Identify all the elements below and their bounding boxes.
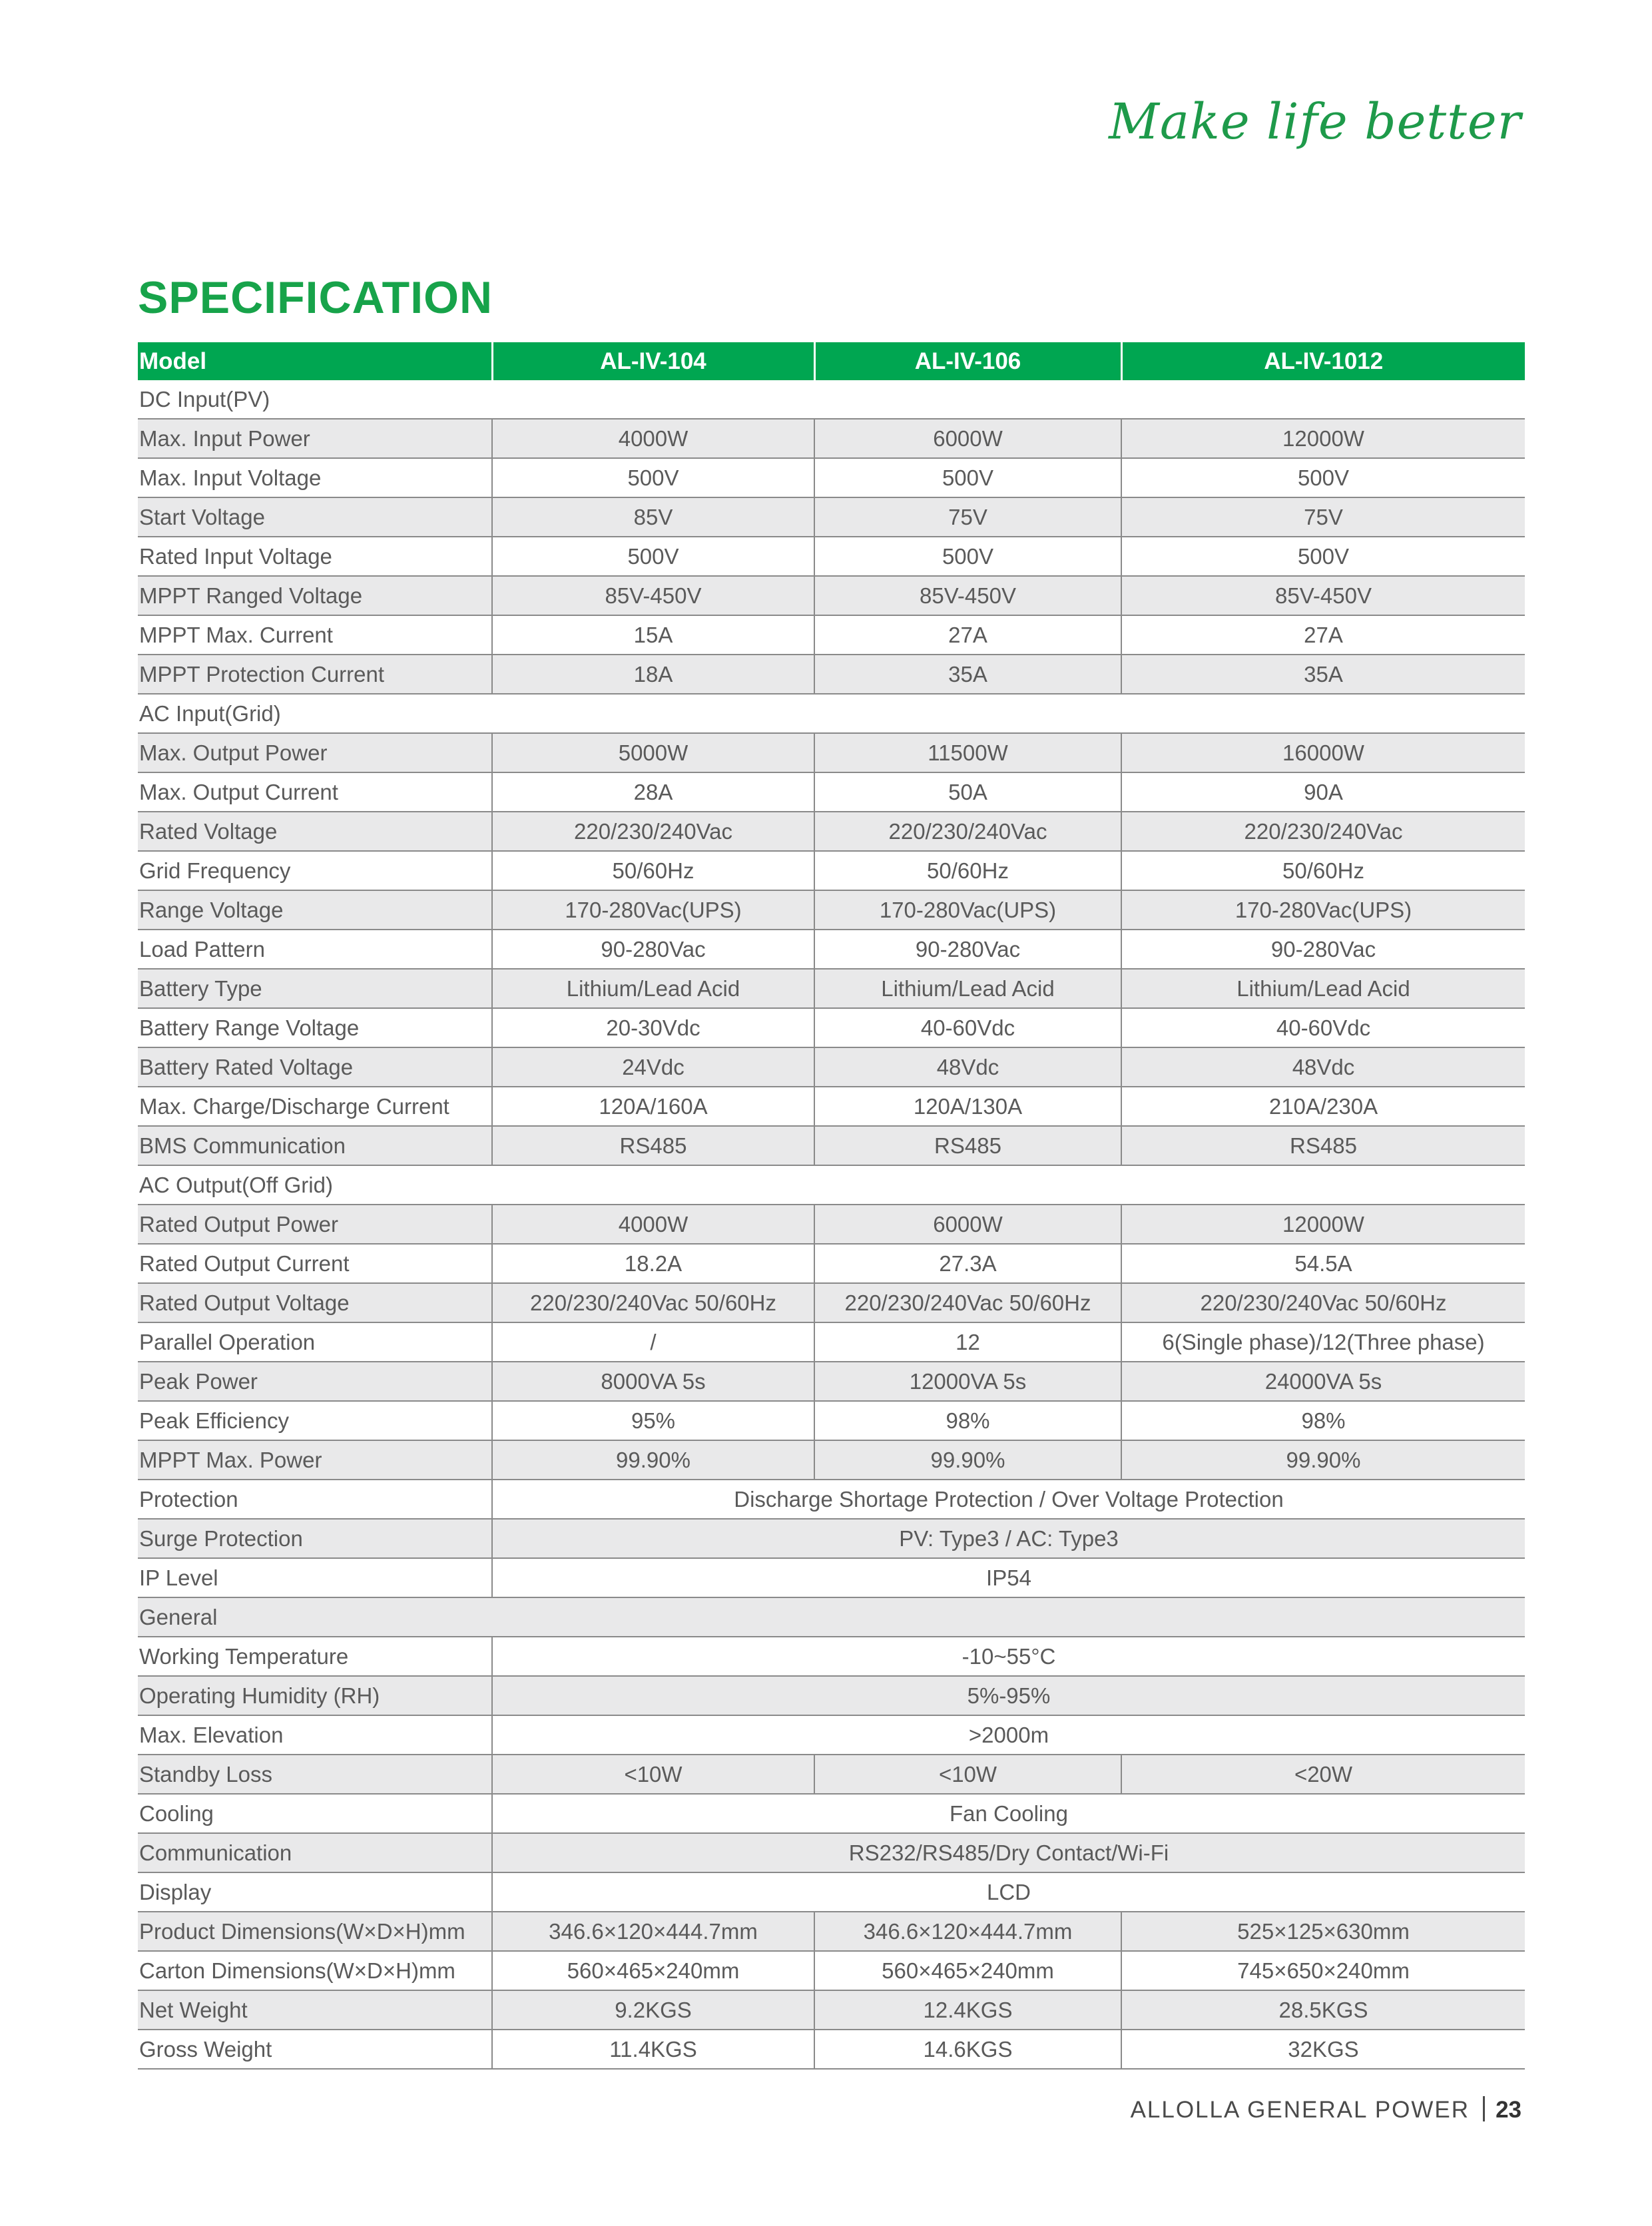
row-label: Rated Input Voltage bbox=[138, 537, 492, 576]
table-row bbox=[138, 1794, 1525, 1833]
row-label: Standby Loss bbox=[138, 1755, 492, 1794]
value-cell: 525×125×630mm bbox=[1121, 1912, 1525, 1951]
row-label: Range Voltage bbox=[138, 890, 492, 930]
merged-value-cell: Discharge Shortage Protection / Over Voltage Protection bbox=[492, 1480, 1525, 1519]
value-cell: 50A bbox=[814, 772, 1121, 812]
section-label: AC Input(Grid) bbox=[138, 694, 1525, 733]
table-row bbox=[138, 1362, 1525, 1401]
row-label: Product Dimensions(W×D×H)mm bbox=[138, 1912, 492, 1951]
value-cell: 8000VA 5s bbox=[492, 1362, 814, 1401]
row-label: Cooling bbox=[138, 1794, 492, 1833]
value-cell: 210A/230A bbox=[1121, 1087, 1525, 1126]
value-cell: 560×465×240mm bbox=[492, 1951, 814, 1990]
value-cell: 220/230/240Vac 50/60Hz bbox=[492, 1283, 814, 1322]
row-label: MPPT Max. Current bbox=[138, 615, 492, 655]
row-label: Protection bbox=[138, 1480, 492, 1519]
row-label: Load Pattern bbox=[138, 930, 492, 969]
table-row bbox=[138, 1951, 1525, 1990]
value-cell: 500V bbox=[1121, 537, 1525, 576]
row-label: Gross Weight bbox=[138, 2030, 492, 2069]
value-cell: 5000W bbox=[492, 733, 814, 772]
table-row bbox=[138, 890, 1525, 930]
value-cell: 500V bbox=[492, 458, 814, 497]
value-cell: 27A bbox=[814, 615, 1121, 655]
value-cell: 50/60Hz bbox=[492, 851, 814, 890]
row-label: Working Temperature bbox=[138, 1637, 492, 1676]
value-cell: RS485 bbox=[492, 1126, 814, 1165]
value-cell: 220/230/240Vac bbox=[1121, 812, 1525, 851]
table-row bbox=[138, 1322, 1525, 1362]
row-label: Operating Humidity (RH) bbox=[138, 1676, 492, 1715]
row-label: Battery Type bbox=[138, 969, 492, 1008]
table-row bbox=[138, 1401, 1525, 1440]
value-cell: 27A bbox=[1121, 615, 1525, 655]
table-row bbox=[138, 1990, 1525, 2030]
value-cell: 85V-450V bbox=[814, 576, 1121, 615]
value-cell: 98% bbox=[1121, 1401, 1525, 1440]
value-cell: 35A bbox=[814, 655, 1121, 694]
row-label: Surge Protection bbox=[138, 1519, 492, 1558]
value-cell: 85V-450V bbox=[1121, 576, 1525, 615]
row-label: Display bbox=[138, 1872, 492, 1912]
value-cell: 35A bbox=[1121, 655, 1525, 694]
footer bbox=[1131, 2096, 1521, 2123]
table-row bbox=[138, 1047, 1525, 1087]
value-cell: 220/230/240Vac bbox=[814, 812, 1121, 851]
row-label: Carton Dimensions(W×D×H)mm bbox=[138, 1951, 492, 1990]
table-row bbox=[138, 2030, 1525, 2069]
value-cell: 99.90% bbox=[814, 1440, 1121, 1480]
value-cell: 90A bbox=[1121, 772, 1525, 812]
table-row bbox=[138, 655, 1525, 694]
row-label: Rated Output Current bbox=[138, 1244, 492, 1283]
table-row bbox=[138, 851, 1525, 890]
value-cell: 346.6×120×444.7mm bbox=[492, 1912, 814, 1951]
section-label: DC Input(PV) bbox=[138, 380, 1525, 419]
table-row bbox=[138, 497, 1525, 537]
value-cell: 90-280Vac bbox=[492, 930, 814, 969]
value-cell: 6(Single phase)/12(Three phase) bbox=[1121, 1322, 1525, 1362]
value-cell: 32KGS bbox=[1121, 2030, 1525, 2069]
table-row bbox=[138, 576, 1525, 615]
value-cell: 48Vdc bbox=[814, 1047, 1121, 1087]
merged-value-cell: 5%-95% bbox=[492, 1676, 1525, 1715]
row-label: MPPT Protection Current bbox=[138, 655, 492, 694]
value-cell: 500V bbox=[814, 458, 1121, 497]
table-row bbox=[138, 1833, 1525, 1872]
table-row bbox=[138, 1440, 1525, 1480]
value-cell: 560×465×240mm bbox=[814, 1951, 1121, 1990]
row-label: Peak Efficiency bbox=[138, 1401, 492, 1440]
value-cell: RS485 bbox=[1121, 1126, 1525, 1165]
value-cell: 12.4KGS bbox=[814, 1990, 1121, 2030]
value-cell: Lithium/Lead Acid bbox=[492, 969, 814, 1008]
table-header-row bbox=[138, 342, 1525, 380]
value-cell: 18.2A bbox=[492, 1244, 814, 1283]
value-cell: 11500W bbox=[814, 733, 1121, 772]
value-cell: 99.90% bbox=[1121, 1440, 1525, 1480]
value-cell: 85V-450V bbox=[492, 576, 814, 615]
table-row bbox=[138, 419, 1525, 458]
table-body bbox=[138, 380, 1525, 2069]
value-cell: RS485 bbox=[814, 1126, 1121, 1165]
table-row bbox=[138, 1637, 1525, 1676]
value-cell: 28A bbox=[492, 772, 814, 812]
row-label: Max. Output Current bbox=[138, 772, 492, 812]
header-cell-al-iv-104: AL-IV-104 bbox=[492, 342, 814, 380]
merged-value-cell: LCD bbox=[492, 1872, 1525, 1912]
row-label: Rated Output Power bbox=[138, 1205, 492, 1244]
value-cell: 98% bbox=[814, 1401, 1121, 1440]
value-cell: 745×650×240mm bbox=[1121, 1951, 1525, 1990]
value-cell: 12000W bbox=[1121, 1205, 1525, 1244]
table-row bbox=[138, 1205, 1525, 1244]
value-cell: 500V bbox=[1121, 458, 1525, 497]
value-cell: 20-30Vdc bbox=[492, 1008, 814, 1047]
section-label: AC Output(Off Grid) bbox=[138, 1165, 1525, 1205]
row-label: Rated Output Voltage bbox=[138, 1283, 492, 1322]
merged-value-cell: -10~55°C bbox=[492, 1637, 1525, 1676]
section-row bbox=[138, 380, 1525, 419]
value-cell: 90-280Vac bbox=[1121, 930, 1525, 969]
table-row bbox=[138, 733, 1525, 772]
value-cell: 75V bbox=[1121, 497, 1525, 537]
value-cell: / bbox=[492, 1322, 814, 1362]
table-row bbox=[138, 1755, 1525, 1794]
table-row bbox=[138, 1087, 1525, 1126]
value-cell: 4000W bbox=[492, 419, 814, 458]
value-cell: 15A bbox=[492, 615, 814, 655]
value-cell: 75V bbox=[814, 497, 1121, 537]
header-cell-model: Model bbox=[138, 342, 492, 380]
value-cell: 85V bbox=[492, 497, 814, 537]
row-label: Max. Elevation bbox=[138, 1715, 492, 1755]
row-label: Max. Output Power bbox=[138, 733, 492, 772]
table-row bbox=[138, 1715, 1525, 1755]
value-cell: 14.6KGS bbox=[814, 2030, 1121, 2069]
value-cell: 50/60Hz bbox=[1121, 851, 1525, 890]
value-cell: 11.4KGS bbox=[492, 2030, 814, 2069]
value-cell: 48Vdc bbox=[1121, 1047, 1525, 1087]
value-cell: 99.90% bbox=[492, 1440, 814, 1480]
value-cell: 120A/160A bbox=[492, 1087, 814, 1126]
table-row bbox=[138, 1244, 1525, 1283]
table-row bbox=[138, 537, 1525, 576]
row-label: Communication bbox=[138, 1833, 492, 1872]
value-cell: 24000VA 5s bbox=[1121, 1362, 1525, 1401]
value-cell: 6000W bbox=[814, 1205, 1121, 1244]
table-row bbox=[138, 1126, 1525, 1165]
table-row bbox=[138, 930, 1525, 969]
row-label: Battery Range Voltage bbox=[138, 1008, 492, 1047]
section-row bbox=[138, 1165, 1525, 1205]
row-label: Battery Rated Voltage bbox=[138, 1047, 492, 1087]
value-cell: 16000W bbox=[1121, 733, 1525, 772]
value-cell: 4000W bbox=[492, 1205, 814, 1244]
value-cell: 170-280Vac(UPS) bbox=[814, 890, 1121, 930]
table-row bbox=[138, 1008, 1525, 1047]
merged-value-cell: PV: Type3 / AC: Type3 bbox=[492, 1519, 1525, 1558]
value-cell: 220/230/240Vac bbox=[492, 812, 814, 851]
row-label: Grid Frequency bbox=[138, 851, 492, 890]
value-cell: Lithium/Lead Acid bbox=[814, 969, 1121, 1008]
header-cell-al-iv-1012: AL-IV-1012 bbox=[1121, 342, 1525, 380]
value-cell: 40-60Vdc bbox=[1121, 1008, 1525, 1047]
merged-value-cell: RS232/RS485/Dry Contact/Wi-Fi bbox=[492, 1833, 1525, 1872]
page-title: SPECIFICATION bbox=[138, 272, 493, 323]
tagline: Make life better bbox=[1109, 93, 1521, 150]
value-cell: 220/230/240Vac 50/60Hz bbox=[814, 1283, 1121, 1322]
merged-value-cell: IP54 bbox=[492, 1558, 1525, 1597]
value-cell: 12000VA 5s bbox=[814, 1362, 1121, 1401]
footer-company: ALLOLLA GENERAL POWER bbox=[1130, 2097, 1470, 2123]
table-row bbox=[138, 1283, 1525, 1322]
row-label: MPPT Max. Power bbox=[138, 1440, 492, 1480]
value-cell: Lithium/Lead Acid bbox=[1121, 969, 1525, 1008]
value-cell: 28.5KGS bbox=[1121, 1990, 1525, 2030]
value-cell: 12000W bbox=[1121, 419, 1525, 458]
value-cell: <20W bbox=[1121, 1755, 1525, 1794]
table-row bbox=[138, 1912, 1525, 1951]
value-cell: 120A/130A bbox=[814, 1087, 1121, 1126]
value-cell: 50/60Hz bbox=[814, 851, 1121, 890]
row-label: Max. Input Voltage bbox=[138, 458, 492, 497]
value-cell: 27.3A bbox=[814, 1244, 1121, 1283]
footer-divider bbox=[1483, 2096, 1485, 2121]
row-label: Net Weight bbox=[138, 1990, 492, 2030]
row-label: Max. Input Power bbox=[138, 419, 492, 458]
value-cell: 54.5A bbox=[1121, 1244, 1525, 1283]
table-row bbox=[138, 1558, 1525, 1597]
value-cell: 18A bbox=[492, 655, 814, 694]
value-cell: <10W bbox=[814, 1755, 1121, 1794]
merged-value-cell: >2000m bbox=[492, 1715, 1525, 1755]
row-label: Start Voltage bbox=[138, 497, 492, 537]
value-cell: 170-280Vac(UPS) bbox=[1121, 890, 1525, 930]
header-cell-al-iv-106: AL-IV-106 bbox=[814, 342, 1121, 380]
value-cell: 95% bbox=[492, 1401, 814, 1440]
row-label: IP Level bbox=[138, 1558, 492, 1597]
table-row bbox=[138, 969, 1525, 1008]
page-number: 23 bbox=[1496, 2097, 1521, 2123]
table-row bbox=[138, 1519, 1525, 1558]
row-label: Rated Voltage bbox=[138, 812, 492, 851]
merged-value-cell: Fan Cooling bbox=[492, 1794, 1525, 1833]
table-row bbox=[138, 772, 1525, 812]
table-row bbox=[138, 1480, 1525, 1519]
value-cell: 9.2KGS bbox=[492, 1990, 814, 2030]
value-cell: 6000W bbox=[814, 419, 1121, 458]
value-cell: 346.6×120×444.7mm bbox=[814, 1912, 1121, 1951]
table-row bbox=[138, 1676, 1525, 1715]
value-cell: 24Vdc bbox=[492, 1047, 814, 1087]
value-cell: 12 bbox=[814, 1322, 1121, 1362]
section-row bbox=[138, 1597, 1525, 1637]
row-label: Max. Charge/Discharge Current bbox=[138, 1087, 492, 1126]
value-cell: 170-280Vac(UPS) bbox=[492, 890, 814, 930]
value-cell: 500V bbox=[492, 537, 814, 576]
table-row bbox=[138, 458, 1525, 497]
table-row bbox=[138, 1872, 1525, 1912]
section-label: General bbox=[138, 1597, 1525, 1637]
row-label: Peak Power bbox=[138, 1362, 492, 1401]
row-label: BMS Communication bbox=[138, 1126, 492, 1165]
value-cell: 40-60Vdc bbox=[814, 1008, 1121, 1047]
value-cell: 500V bbox=[814, 537, 1121, 576]
value-cell: 220/230/240Vac 50/60Hz bbox=[1121, 1283, 1525, 1322]
value-cell: <10W bbox=[492, 1755, 814, 1794]
value-cell: 90-280Vac bbox=[814, 930, 1121, 969]
table-row bbox=[138, 812, 1525, 851]
row-label: MPPT Ranged Voltage bbox=[138, 576, 492, 615]
section-row bbox=[138, 694, 1525, 733]
table-row bbox=[138, 615, 1525, 655]
row-label: Parallel Operation bbox=[138, 1322, 492, 1362]
specification-table bbox=[138, 342, 1525, 2070]
